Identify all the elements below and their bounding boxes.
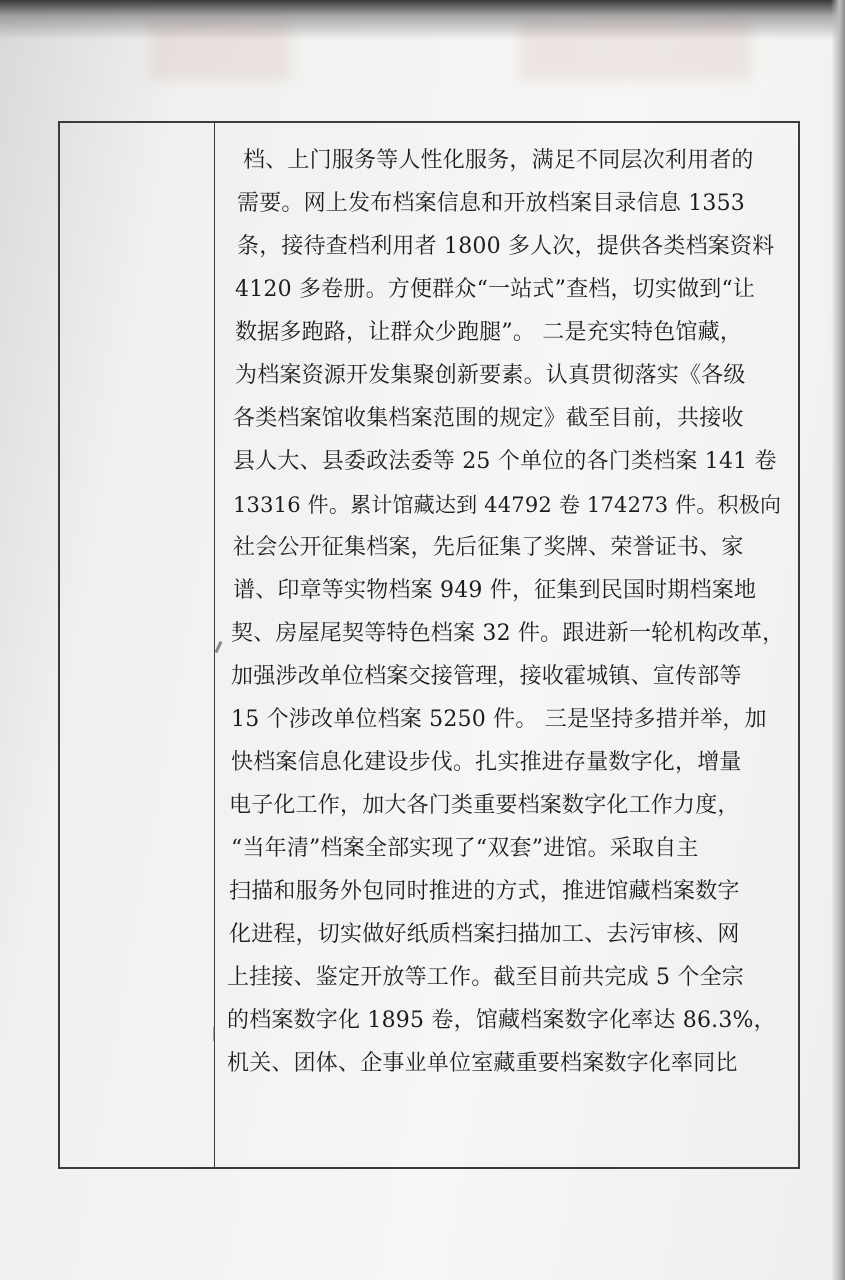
text-line: 15 个涉改单位档案 5250 件。 三是坚持多措并举，加 — [231, 707, 767, 732]
text-line: 的档案数字化 1895 卷，馆藏档案数字化率达 86.3%， — [227, 1008, 776, 1033]
text-line: 电子化工作，加大各门类重要档案数字化工作力度， — [229, 793, 740, 818]
text-line: 条，接待查档利用者 1800 多人次，提供各类档案资料 — [237, 234, 775, 259]
text-line: 为档案资源开发集聚创新要素。认真贯彻落实《各级 — [235, 363, 746, 388]
scan-right-edge-shadow — [831, 0, 845, 1280]
text-line: 档、上门服务等人性化服务，满足不同层次利用者的 — [243, 148, 754, 173]
text-line: 各类档案馆收集档案范围的规定》截至目前，共接收 — [233, 406, 744, 431]
stray-pen-mark — [213, 1027, 215, 1041]
text-line: 快档案信息化建设步伐。扎实推进存量数字化，增量 — [231, 750, 742, 775]
form-table — [58, 121, 800, 1169]
text-line: “当年清”档案全部实现了“双套”进馆。采取自主 — [231, 836, 699, 861]
text-line: 加强涉改单位档案交接管理，接收霍城镇、宣传部等 — [231, 664, 742, 689]
text-line: 13316 件。累计馆藏达到 44792 卷 174273 件。积极向 — [233, 493, 782, 517]
text-line: 化进程，切实做好纸质档案扫描加工、去污审核、网 — [229, 922, 740, 947]
ink-bleed-through — [520, 20, 750, 80]
text-line: 机关、团体、企事业单位室藏重要档案数字化率同比 — [227, 1051, 738, 1076]
text-line: 4120 多卷册。方便群众“一站式”查档，切实做到“让 — [235, 277, 756, 302]
text-line: 社会公开征集档案，先后征集了奖牌、荣誉证书、家 — [233, 535, 744, 560]
text-line: 县人大、县委政法委等 25 个单位的各门类档案 141 卷 — [233, 449, 777, 474]
table-label-column — [60, 123, 215, 1167]
text-line: 谱、印章等实物档案 949 件，征集到民国时期档案地 — [233, 578, 757, 603]
text-line: 需要。网上发布档案信息和开放档案目录信息 1353 — [237, 191, 745, 216]
text-line: 上挂接、鉴定开放等工作。截至目前共完成 5 个全宗 — [227, 965, 744, 990]
text-line: 契、房屋尾契等特色档案 32 件。跟进新一轮机构改革， — [231, 621, 785, 646]
table-content-cell — [215, 123, 798, 1167]
text-line: 数据多跑路，让群众少跑腿”。 二是充实特色馆藏， — [235, 320, 743, 345]
ink-bleed-through — [150, 20, 290, 80]
text-line: 扫描和服务外包同时推进的方式，推进馆藏档案数字 — [229, 879, 740, 904]
